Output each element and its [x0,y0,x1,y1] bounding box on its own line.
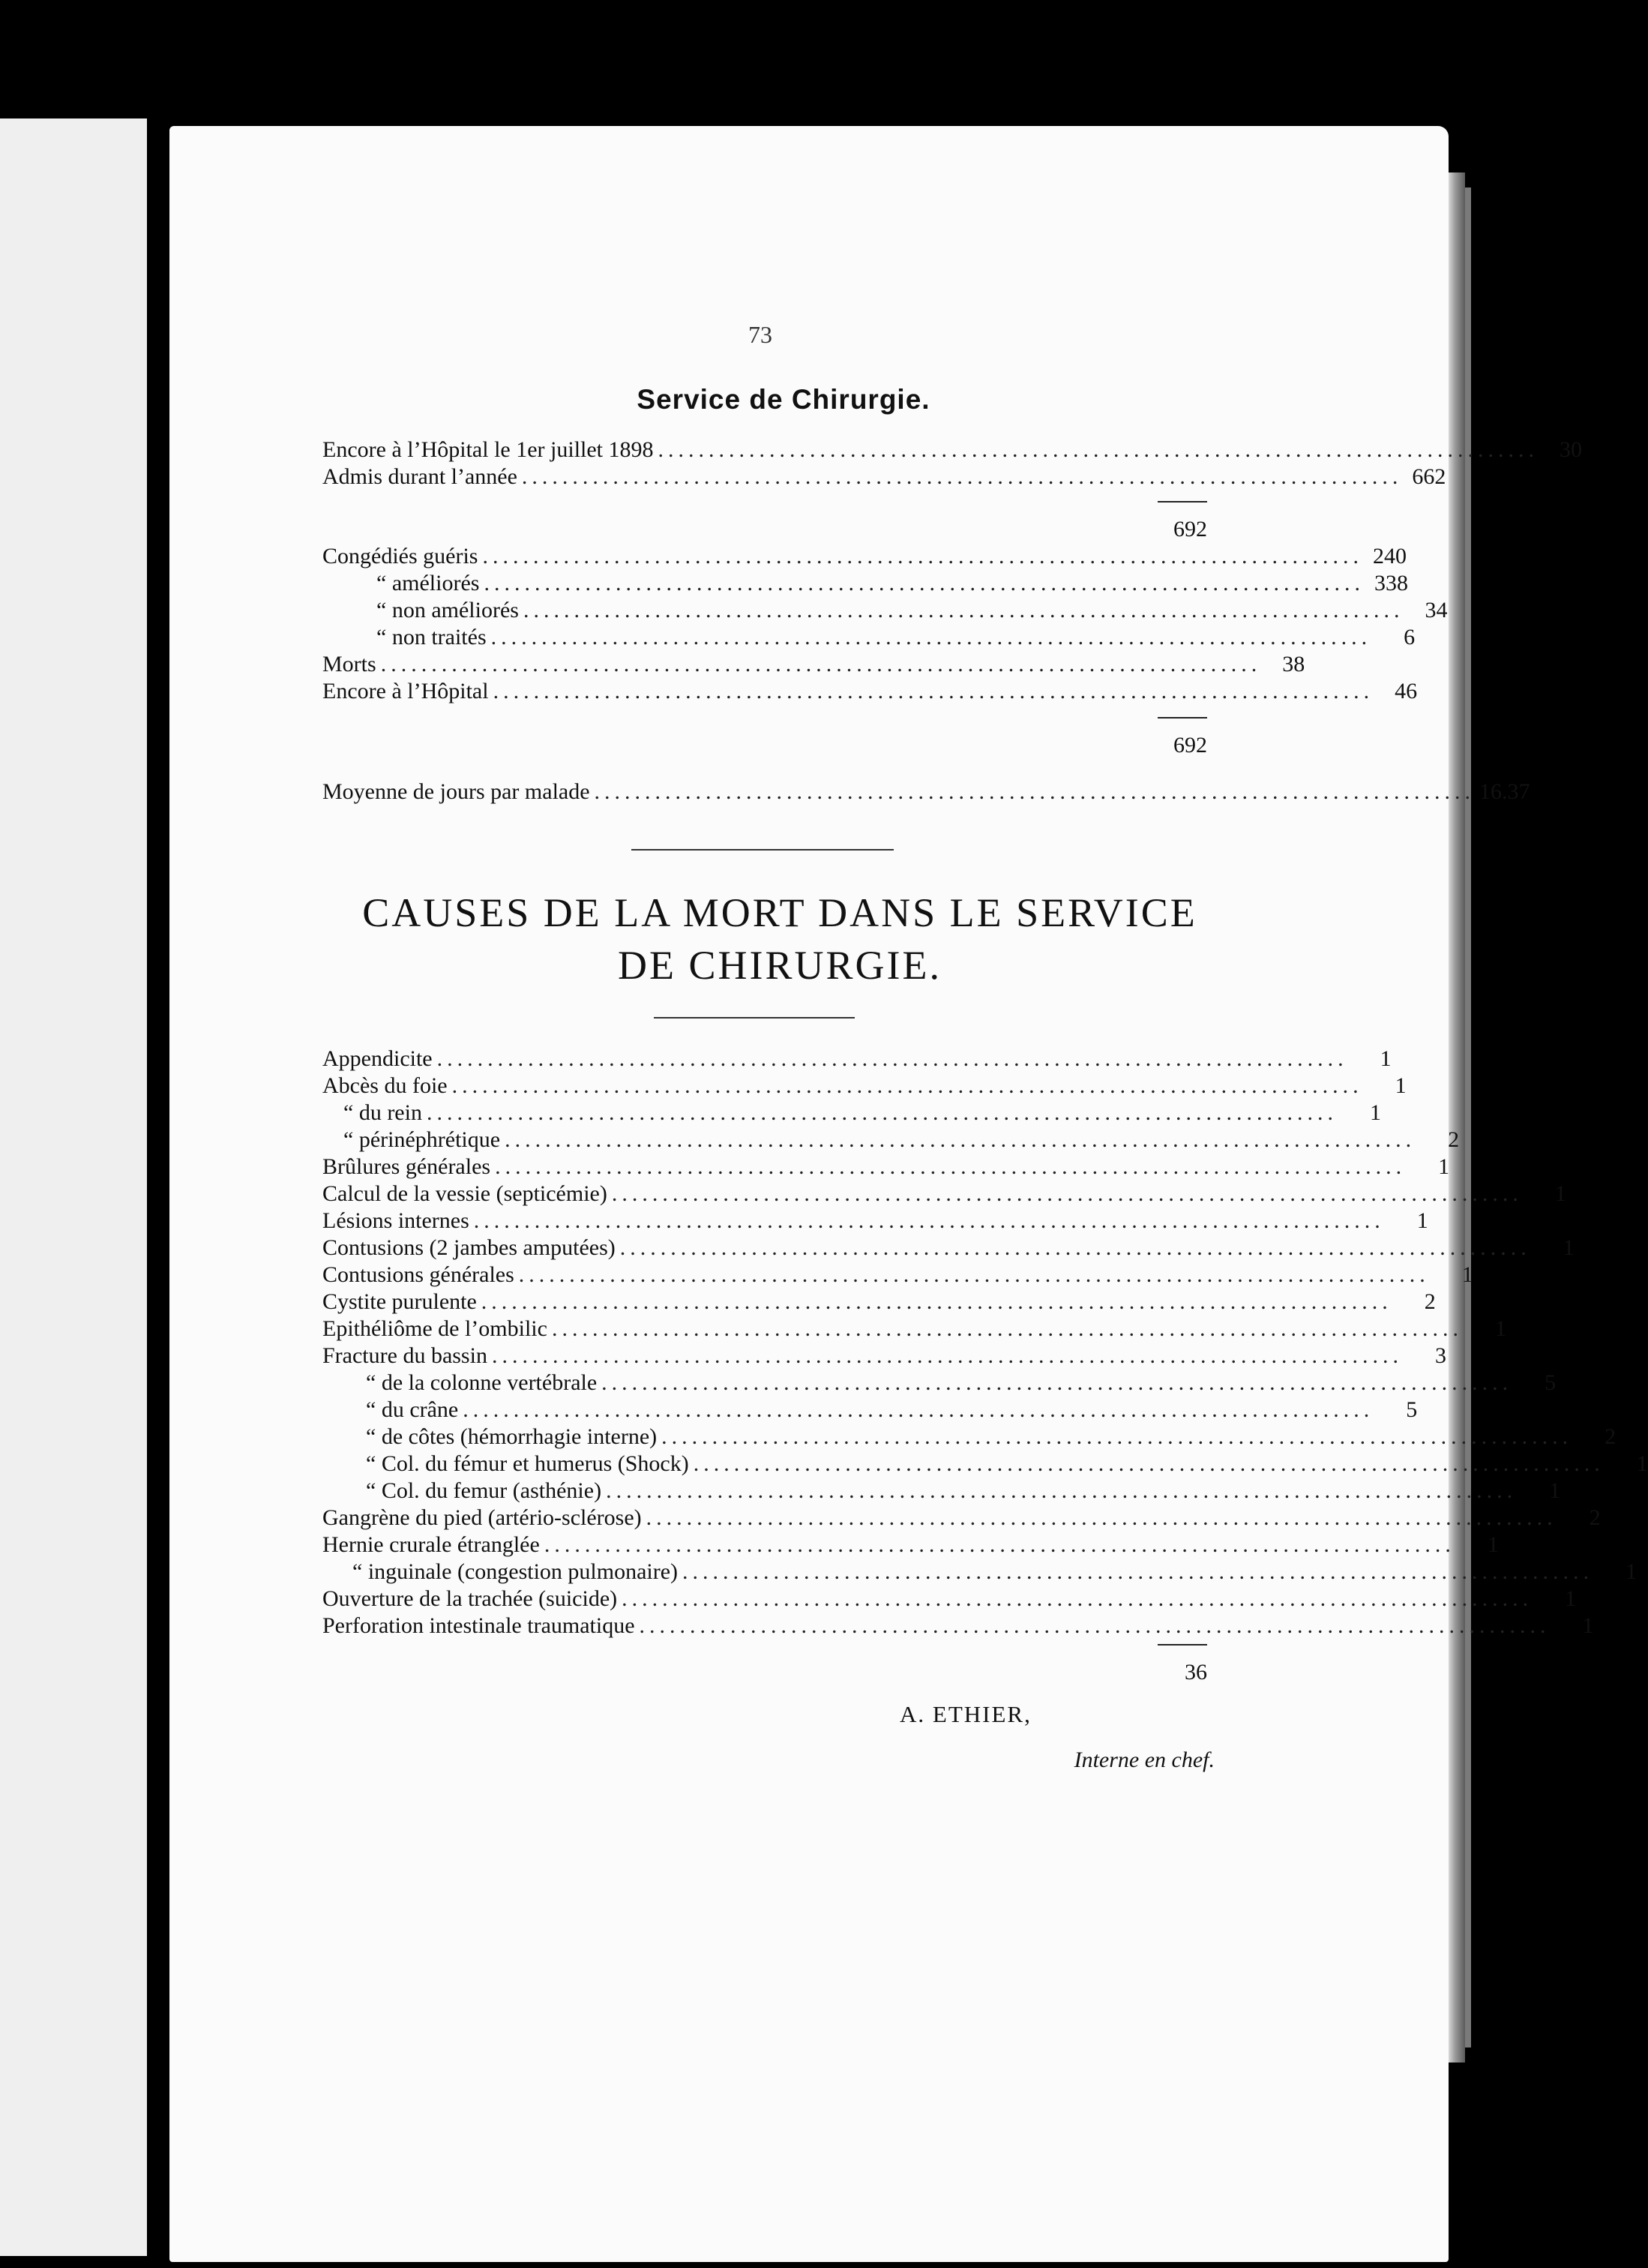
causes-title-line2: DE CHIRURGIE. [618,943,942,988]
cause-label: Appendicite [322,1046,433,1071]
cause-label: “ du crâne [366,1397,459,1422]
cause-value: 5 [1406,1397,1418,1422]
cause-row [322,1532,1499,1558]
dot-leader: .......................................................................................... [693,1451,1605,1476]
stat-value: 662 [1412,464,1446,489]
cause-row [322,1072,1407,1100]
cause-row [322,1612,1594,1640]
dot-leader: ....................................................................................... [658,437,1539,462]
cause-label: Lésions internes [322,1208,469,1233]
stat-row [322,464,1446,490]
dot-leader: .......................................................................................... [606,1478,1518,1503]
dot-leader: .......................................................................................... [463,1397,1374,1422]
cause-value: 2 [1589,1505,1601,1530]
causes-total: 36 [1185,1660,1207,1684]
dot-leader: .......................................................................................... [426,1100,1338,1125]
cause-label: Contusions générales [322,1262,514,1287]
cause-label: “ du rein [343,1100,422,1125]
cause-row [322,1126,1460,1154]
dot-leader: .......................................................................................... [619,1235,1531,1260]
dot-leader: .......................................................................................... [436,1046,1348,1071]
cause-label: Hernie crurale étranglée [322,1532,540,1557]
average-value: 16.37 [1479,779,1530,804]
dot-leader: .......................................................................................... [518,1262,1430,1287]
page-number: 73 [748,321,772,348]
cause-value: 1 [1582,1613,1594,1638]
discharge-row [322,651,1305,678]
stat-label: Encore à l’Hôpital le 1er juillet 1898 [322,437,654,462]
dot-leader: ....................................................................................... [493,679,1374,704]
cause-value: 2 [1448,1127,1460,1152]
dot-leader: ....................................................................................... [484,571,1365,596]
discharges-total: 692 [1173,733,1207,758]
cause-label: “ périnéphrétique [343,1127,501,1152]
cause-value: 1 [1549,1478,1561,1503]
cause-value: 1 [1369,1100,1381,1125]
sum-line [1158,1644,1207,1646]
cause-row [322,1450,1648,1478]
cause-label: Epithéliôme de l’ombilic [322,1316,547,1341]
cause-row [322,1288,1436,1316]
dot-leader: ....................................................................................... [490,625,1372,650]
page-stack-edge-dark [1465,188,1471,2048]
cause-row [322,1586,1577,1612]
cause-row [322,1396,1418,1424]
cause-value: 1 [1395,1073,1407,1098]
cause-row [322,1154,1450,1180]
cause-value: 1 [1554,1181,1566,1206]
discharge-row [322,624,1416,651]
discharge-row [322,678,1418,705]
discharge-row [322,570,1408,597]
cause-value: 1 [1416,1208,1428,1233]
title-underline [654,1017,855,1018]
discharge-value: 338 [1374,571,1408,596]
dot-leader: .......................................................................................... [544,1532,1455,1557]
dot-leader: .......................................................................................... [661,1424,1573,1449]
cause-row [322,1234,1575,1262]
cause-label: “ de côtes (hémorrhagie interne) [366,1424,658,1449]
sum-line [1158,717,1207,718]
cause-value: 3 [1434,1343,1446,1368]
cause-value: 1 [1636,1451,1648,1476]
cause-label: Gangrène du pied (artério-sclérose) [322,1505,642,1530]
cause-label: “ Col. du femur (asthénie) [366,1478,602,1503]
dot-leader: .......................................................................................... [611,1181,1523,1206]
cause-row [322,1424,1617,1450]
discharge-value: 46 [1395,679,1418,704]
discharge-row [322,597,1448,624]
cause-label: Fracture du bassin [322,1343,487,1368]
discharge-label: Encore à l’Hôpital [322,679,489,704]
cause-row [322,1046,1392,1072]
cause-row [322,1180,1566,1208]
dot-leader: ....................................................................................... [594,779,1476,804]
section-title: Service de Chirurgie. [637,384,930,415]
discharge-label: “ non améliorés [376,598,519,622]
discharge-label: Congédiés guéris [322,544,478,568]
cause-value: 1 [1563,1235,1575,1260]
stat-label: Admis durant l’année [322,464,517,489]
cause-row [322,1478,1561,1504]
dot-leader: .......................................................................................... [451,1073,1363,1098]
cause-label: Perforation intestinale traumatique [322,1613,635,1638]
discharge-value: 34 [1425,598,1448,622]
dot-leader: ....................................................................................... [523,598,1404,622]
cause-label: “ de la colonne vertébrale [366,1370,598,1395]
cause-row [322,1262,1473,1288]
cause-value: 2 [1424,1289,1436,1314]
dot-leader: .......................................................................................... [473,1208,1385,1233]
cause-row [322,1342,1446,1370]
signature-name: A. ETHIER, [900,1701,1032,1727]
stat-row [322,436,1583,464]
cause-row [322,1558,1638,1586]
section-divider [631,849,894,850]
cause-value: 1 [1494,1316,1506,1341]
cause-row [322,1208,1428,1234]
cause-value: 1 [1380,1046,1392,1071]
discharge-label: “ non traités [376,625,487,650]
signature-role: Interne en chef. [1074,1748,1215,1772]
facing-page-edge [0,118,147,2256]
cause-value: 5 [1545,1370,1557,1395]
dot-leader: .......................................................................................... [495,1154,1407,1179]
stat-value: 30 [1560,437,1583,462]
cause-label: Brûlures générales [322,1154,491,1179]
discharge-value: 38 [1282,652,1305,676]
dot-leader: .......................................................................................... [646,1505,1557,1530]
stats-subtotal: 692 [1173,517,1207,542]
cause-label: Ouverture de la trachée (suicide) [322,1586,618,1611]
cause-value: 1 [1565,1586,1577,1611]
sum-line [1158,501,1207,502]
discharge-value: 6 [1404,625,1416,650]
cause-value: 1 [1487,1532,1499,1557]
dot-leader: .......................................................................................... [601,1370,1513,1395]
dot-leader: .......................................................................................... [505,1127,1416,1152]
dot-leader: .......................................................................................... [622,1586,1533,1611]
discharge-row [322,543,1407,570]
cause-row [322,1370,1557,1396]
dot-leader: .......................................................................................... [551,1316,1463,1341]
cause-row [322,1100,1381,1126]
cause-value: 1 [1438,1154,1450,1179]
dot-leader: ....................................................................................... [380,652,1262,676]
cause-label: Abcès du foie [322,1073,448,1098]
cause-row [322,1316,1506,1342]
cause-label: “ inguinale (congestion pulmonaire) [352,1559,679,1584]
cause-value: 1 [1461,1262,1473,1287]
discharge-label: “ améliorés [376,571,480,596]
dot-leader: ....................................................................................... [521,464,1403,489]
cause-value: 2 [1605,1424,1617,1449]
discharge-value: 240 [1372,544,1407,568]
cause-label: “ Col. du fémur et humerus (Shock) [366,1451,689,1476]
cause-label: Calcul de la vessie (septicémie) [322,1181,607,1206]
dot-leader: ....................................................................................... [482,544,1363,568]
causes-title-line1: CAUSES DE LA MORT DANS LE SERVICE [362,890,1197,935]
dot-leader: .......................................................................................... [639,1613,1551,1638]
cause-row [322,1504,1601,1532]
dot-leader: .......................................................................................... [491,1343,1403,1368]
discharge-label: Morts [322,652,376,676]
cause-label: Cystite purulente [322,1289,477,1314]
cause-value: 1 [1626,1559,1638,1584]
dot-leader: .......................................................................................... [682,1559,1594,1584]
average-label: Moyenne de jours par malade [322,779,590,804]
cause-label: Contusions (2 jambes amputées) [322,1235,616,1260]
average-row [322,778,1530,806]
dot-leader: .......................................................................................... [481,1289,1392,1314]
